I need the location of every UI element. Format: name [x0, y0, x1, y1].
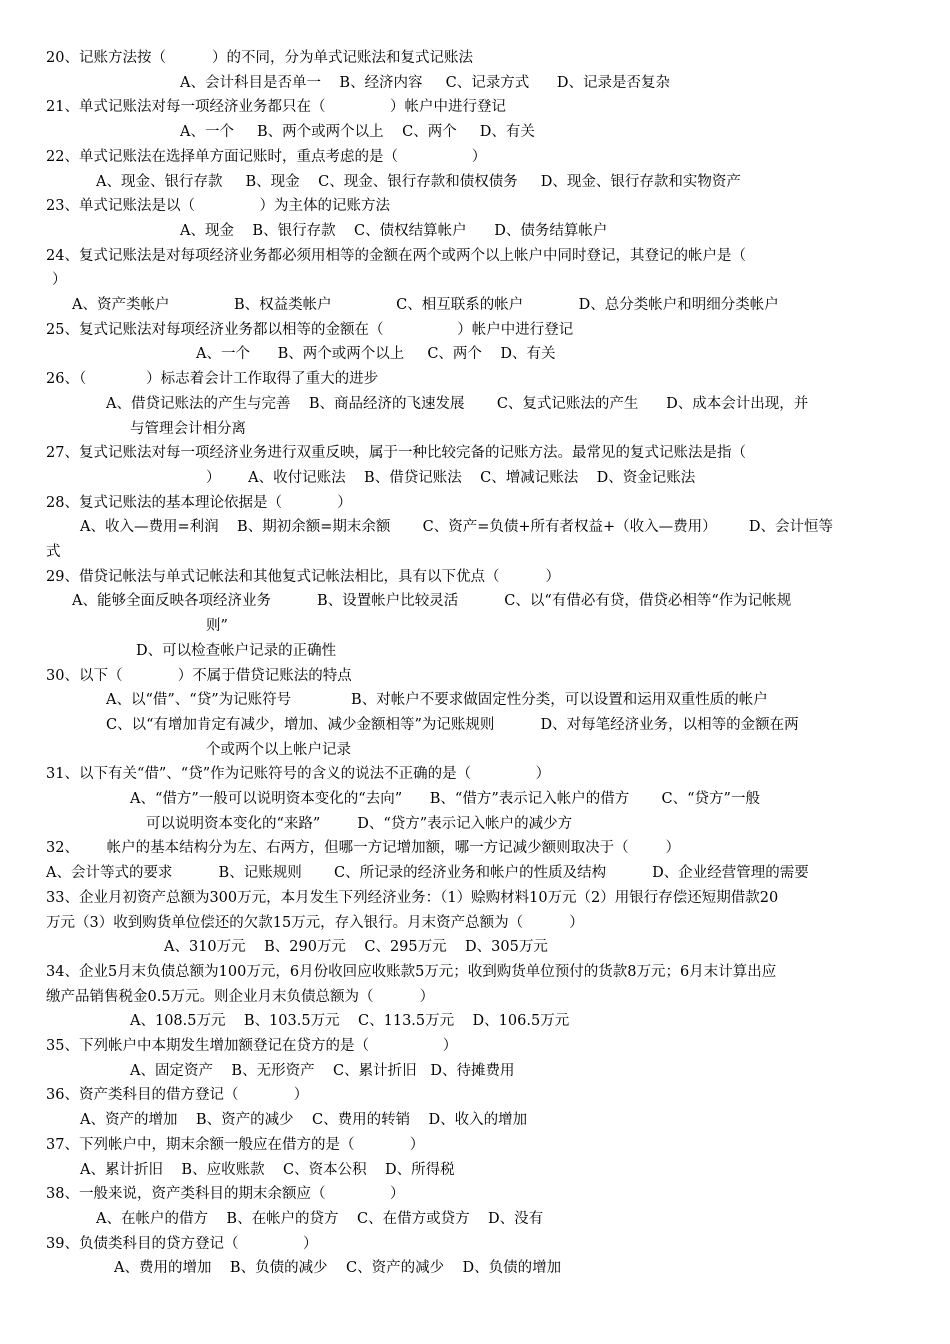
text-line: 则” [206, 618, 228, 635]
text-line: 缴产品销售税金0.5万元。则企业月末负债总额为（ ） [46, 988, 435, 1005]
text-line: 39、负债类科目的贷方登记（ ） [46, 1235, 318, 1252]
text-line: A、“借方”一般可以说明资本变化的“去向” B、“借方”表示记入帐户的借方 C、“贷方”一般 [130, 791, 760, 807]
text-line: 34、企业5月末负债总额为100万元，6月份收回应收账款5万元；收到购货单位预付的货款8万元；6月末计算出应 [46, 963, 777, 980]
text-line: A、以“借”、“贷”为记账符号 B、对帐户不要求做固定性分类，可以设置和运用双重性质的帐户 [106, 692, 768, 709]
text-line: A、费用的增加 B、负债的减少 C、资产的减少 D、负债的增加 [114, 1260, 562, 1277]
text-line: A、资产类帐户 B、权益类帐户 C、相互联系的帐户 D、总分类帐户和明细分类帐户 [72, 297, 779, 313]
text-line: 38、一般来说，资产类科目的期末余额应（ ） [46, 1186, 405, 1203]
text-line: A、会计科目是否单一 B、经济内容 C、记录方式 D、记录是否复杂 [180, 74, 670, 91]
text-line: 29、借贷记帐法与单式记帐法和其他复式记帐法相比，具有以下优点（ ） [46, 568, 561, 585]
text-line: A、一个 B、两个或两个以上 C、两个 D、有关 [196, 346, 556, 363]
text-line: A、一个 B、两个或两个以上 C、两个 D、有关 [180, 124, 535, 141]
text-line: A、现金 B、银行存款 C、债权结算帐户 D、债务结算帐户 [180, 222, 608, 239]
text-line: A、固定资产 B、无形资产 C、累计折旧 D、待摊费用 [130, 1062, 515, 1079]
text-line: 32、 帐户的基本结构分为左、右两方，但哪一方记增加额，哪一方记减少额则取决于（ ） [46, 840, 680, 857]
text-line: A、108.5万元 B、103.5万元 C、113.5万元 D、106.5万元 [130, 1013, 570, 1030]
text-line: 个或两个以上帐户记录 [206, 741, 351, 758]
text-line: A、资产的增加 B、资产的减少 C、费用的转销 D、收入的增加 [80, 1112, 528, 1129]
text-line: A、借贷记账法的产生与完善 B、商品经济的飞速发展 C、复式记账法的产生 D、成本会计出现，并 [106, 395, 809, 412]
text-line: 31、以下有关“借”、“贷”作为记账符号的含义的说法不正确的是（ ） [46, 766, 551, 783]
text-line: 36、资产类科目的借方登记（ ） [46, 1087, 309, 1104]
text-line: 26、（ ）标志着会计工作取得了重大的进步 [46, 371, 379, 388]
text-line: 21、单式记账法对每一项经济业务都只在（ ）帐户中进行登记 [46, 99, 506, 116]
text-line: 可以说明资本变化的“来路” D、“贷方”表示记入帐户的减少方 [146, 815, 573, 832]
text-line: A、现金、银行存款 B、现金 C、现金、银行存款和债权债务 D、现金、银行存款和实物资产 [96, 173, 741, 190]
text-line: 与管理会计相分离 [130, 420, 246, 437]
text-line: 23、单式记账法是以（ ）为主体的记账方法 [46, 198, 390, 215]
text-line: 37、下列帐户中，期末余额一般应在借方的是（ ） [46, 1136, 425, 1153]
text-line: 28、复式记账法的基本理论依据是（ ） [46, 494, 352, 511]
text-line: C、以“有增加肯定有减少，增加、减少金额相等”为记账规则 D、对每笔经济业务，以相等的金额在两 [106, 716, 799, 733]
text-line: 33、企业月初资产总额为300万元，本月发生下列经济业务：（1）赊购材料10万元（2）用银行存偿还短期借款20 [46, 889, 779, 906]
text-line: 22、单式记账法在选择单方面记账时，重点考虑的是（ ） [46, 148, 487, 165]
text-line: A、会计等式的要求 B、记账规则 C、所记录的经济业务和帐户的性质及结构 D、企业经营管理的需要 [46, 865, 809, 882]
text-line: D、可以检查帐户记录的正确性 [136, 642, 337, 659]
text-line: 万元（3）收到购货单位偿还的欠款15万元，存入银行。月末资产总额为（ ） [46, 914, 584, 931]
text-line: 27、复式记账法对每一项经济业务进行双重反映，属于一种比较完备的记账方法。最常见的复式记账法是指（ [46, 445, 746, 462]
text-line: A、收入—费用=利润 B、期初余额=期末余额 C、资产=负债+所有者权益+（收入—费用） D、会计恒等 [80, 519, 834, 536]
text-line: 式 [46, 544, 61, 560]
text-line: 25、复式记账法对每项经济业务都以相等的金额在（ ）帐户中进行登记 [46, 321, 574, 338]
text-line: A、能够全面反映各项经济业务 B、设置帐户比较灵活 C、以“有借必有贷，借贷必相等“作为记帐规 [72, 593, 792, 610]
text-line: A、累计折旧 B、应收账款 C、资本公积 D、所得税 [80, 1161, 455, 1178]
text-line: 20、记账方法按（ ）的不同，分为单式记账法和复式记账法 [46, 50, 474, 66]
text-line: ） [52, 272, 67, 289]
text-line: 30、以下（ ）不属于借贷记账法的特点 [46, 667, 352, 684]
text-line: ） A、收付记账法 B、借贷记账法 C、增减记账法 D、资金记账法 [206, 469, 696, 486]
text-line: A、在帐户的借方 B、在帐户的贷方 C、在借方或贷方 D、没有 [96, 1210, 544, 1227]
text-line: 35、下列帐户中本期发生增加额登记在贷方的是（ ） [46, 1038, 458, 1054]
text-line: A、310万元 B、290万元 C、295万元 D、305万元 [164, 939, 548, 956]
text-line: 24、复式记账法是对每项经济业务都必须用相等的金额在两个或两个以上帐户中同时登记，其登记的帐户是（ [46, 247, 746, 264]
